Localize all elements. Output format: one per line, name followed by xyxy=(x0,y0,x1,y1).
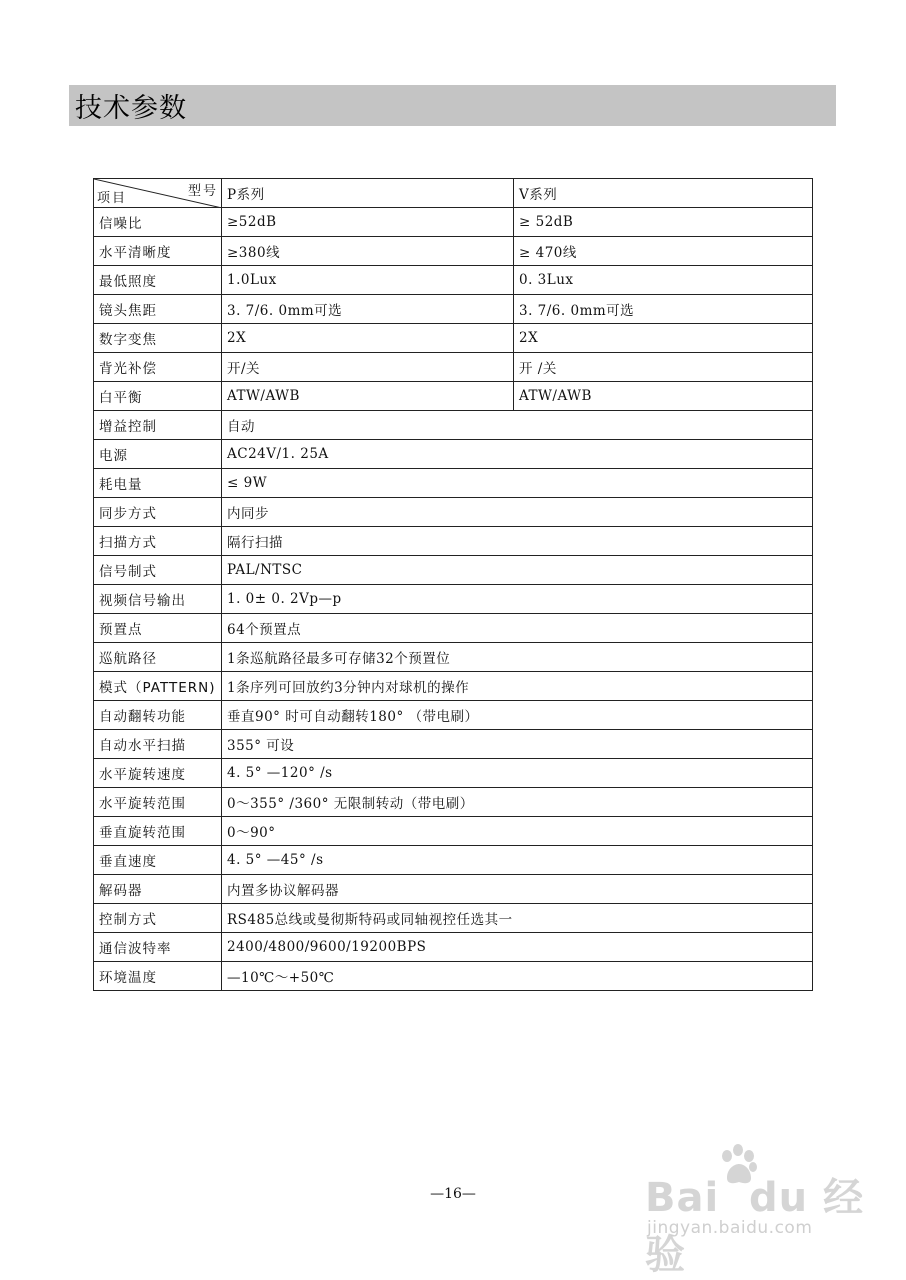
table-row xyxy=(94,875,813,904)
row-label: 通信波特率 xyxy=(94,933,222,962)
row-value: 0～90° xyxy=(222,817,813,846)
page-number: —16— xyxy=(430,1186,476,1202)
row-label: 解码器 xyxy=(94,875,222,904)
row-label: 电源 xyxy=(94,440,222,469)
row-value: 1条巡航路径最多可存储32个预置位 xyxy=(222,643,813,672)
row-label: 控制方式 xyxy=(94,904,222,933)
row-value: 内同步 xyxy=(222,498,813,527)
row-label: 垂直旋转范围 xyxy=(94,817,222,846)
table-row xyxy=(94,556,813,585)
row-value: 自动 xyxy=(222,411,813,440)
table-row xyxy=(94,208,813,237)
watermark-url: jingyan.baidu.com xyxy=(647,1218,813,1238)
row-label: 垂直速度 xyxy=(94,846,222,875)
row-value: AC24V/1. 25A xyxy=(222,440,813,469)
table-row xyxy=(94,962,813,991)
row-value: 4. 5° —120° /s xyxy=(222,759,813,788)
p-series-value: ≥380线 xyxy=(222,237,514,266)
model-header-label: 型号 xyxy=(187,184,218,199)
watermark-logo: Bai du 经验 xyxy=(645,1175,865,1278)
table-row xyxy=(94,904,813,933)
row-value: 垂直90° 时可自动翻转180° （带电刷） xyxy=(222,701,813,730)
v-series-value: 开 /关 xyxy=(514,353,813,382)
row-label: 信号制式 xyxy=(94,556,222,585)
table-row xyxy=(94,469,813,498)
table-row xyxy=(94,411,813,440)
row-label: 水平旋转速度 xyxy=(94,759,222,788)
row-value: 355° 可设 xyxy=(222,730,813,759)
row-label: 水平旋转范围 xyxy=(94,788,222,817)
row-value: PAL/NTSC xyxy=(222,556,813,585)
row-label: 预置点 xyxy=(94,614,222,643)
p-series-value: 开/关 xyxy=(222,353,514,382)
row-label: 巡航路径 xyxy=(94,643,222,672)
table-row xyxy=(94,701,813,730)
row-label: 扫描方式 xyxy=(94,527,222,556)
row-value: 0～355° /360° 无限制转动（带电刷） xyxy=(222,788,813,817)
v-series-value: 0. 3Lux xyxy=(514,266,813,295)
row-label: 视频信号输出 xyxy=(94,585,222,614)
row-label: 数字变焦 xyxy=(94,324,222,353)
table-row xyxy=(94,382,813,411)
row-value: 64个预置点 xyxy=(222,614,813,643)
row-value: 隔行扫描 xyxy=(222,527,813,556)
table-row xyxy=(94,324,813,353)
p-series-value: 1.0Lux xyxy=(222,266,514,295)
table-row xyxy=(94,643,813,672)
row-label: 环境温度 xyxy=(94,962,222,991)
v-series-value: 2X xyxy=(514,324,813,353)
row-label: 信噪比 xyxy=(94,208,222,237)
table-row xyxy=(94,672,813,701)
row-label: 镜头焦距 xyxy=(94,295,222,324)
table-header-row xyxy=(94,179,813,208)
column-header-p-series: P系列 xyxy=(222,179,514,208)
row-value: 2400/4800/9600/19200BPS xyxy=(222,933,813,962)
table-row xyxy=(94,353,813,382)
v-series-value: ATW/AWB xyxy=(514,382,813,411)
row-value: 4. 5° —45° /s xyxy=(222,846,813,875)
table-row xyxy=(94,759,813,788)
row-label: 耗电量 xyxy=(94,469,222,498)
row-label: 增益控制 xyxy=(94,411,222,440)
p-series-value: ATW/AWB xyxy=(222,382,514,411)
row-label: 自动水平扫描 xyxy=(94,730,222,759)
row-value: ≤ 9W xyxy=(222,469,813,498)
table-row xyxy=(94,585,813,614)
row-label: 同步方式 xyxy=(94,498,222,527)
table-row xyxy=(94,730,813,759)
v-series-value: 3. 7/6. 0mm可选 xyxy=(514,295,813,324)
row-value: —10℃～+50℃ xyxy=(222,962,813,991)
table-row xyxy=(94,933,813,962)
row-value: 1条序列可回放约3分钟内对球机的操作 xyxy=(222,672,813,701)
p-series-value: 2X xyxy=(222,324,514,353)
table-row xyxy=(94,237,813,266)
table-row xyxy=(94,817,813,846)
table-row xyxy=(94,266,813,295)
table-row xyxy=(94,788,813,817)
row-label: 白平衡 xyxy=(94,382,222,411)
table-row xyxy=(94,527,813,556)
section-title-bar xyxy=(69,85,836,126)
row-value: 1. 0± 0. 2Vp—p xyxy=(222,585,813,614)
row-value: 内置多协议解码器 xyxy=(222,875,813,904)
item-header-label: 项目 xyxy=(97,191,128,206)
row-label: 模式（PATTERN) xyxy=(94,672,222,701)
row-label: 背光补偿 xyxy=(94,353,222,382)
table-row xyxy=(94,295,813,324)
spec-table xyxy=(93,178,813,991)
v-series-value: ≥ 52dB xyxy=(514,208,813,237)
p-series-value: ≥52dB xyxy=(222,208,514,237)
row-value: RS485总线或曼彻斯特码或同轴视控任选其一 xyxy=(222,904,813,933)
diagonal-header-cell xyxy=(94,179,222,208)
table-row xyxy=(94,846,813,875)
v-series-value: ≥ 470线 xyxy=(514,237,813,266)
p-series-value: 3. 7/6. 0mm可选 xyxy=(222,295,514,324)
column-header-v-series: V系列 xyxy=(514,179,813,208)
table-row xyxy=(94,614,813,643)
table-row xyxy=(94,440,813,469)
row-label: 水平清晰度 xyxy=(94,237,222,266)
baidu-jingyan-watermark xyxy=(645,1140,875,1278)
section-title: 技术参数 xyxy=(75,93,187,124)
row-label: 自动翻转功能 xyxy=(94,701,222,730)
row-label: 最低照度 xyxy=(94,266,222,295)
table-row xyxy=(94,498,813,527)
